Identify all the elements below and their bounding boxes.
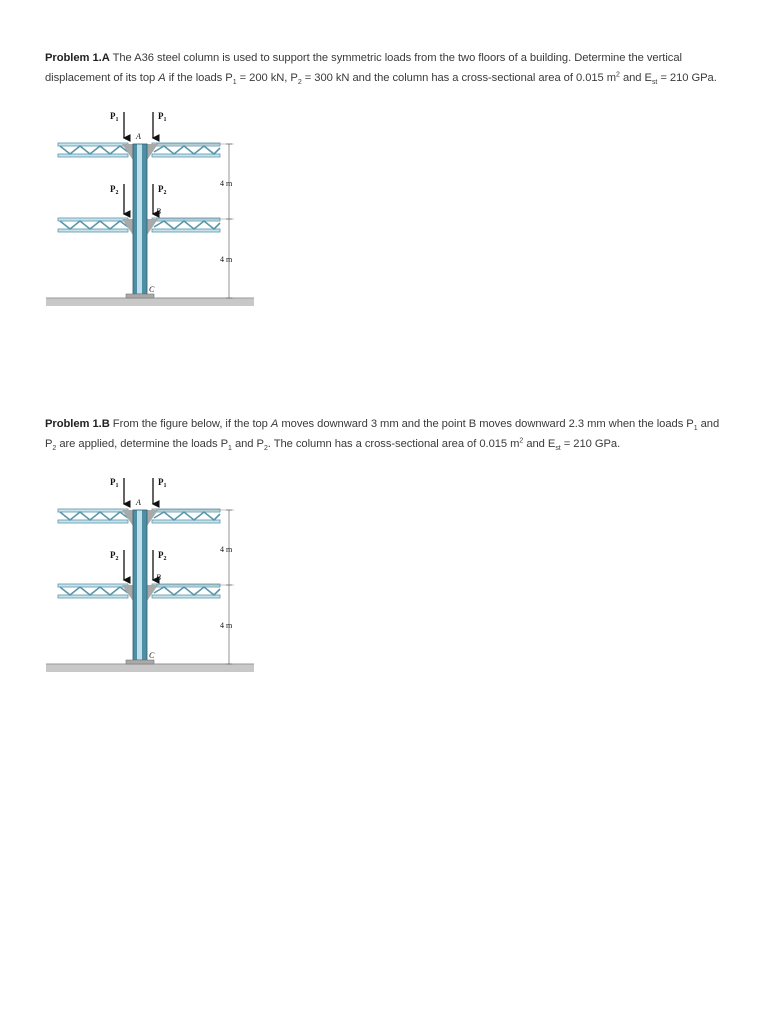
problem-title: Problem 1.B — [45, 418, 110, 430]
superscript: 2 — [616, 71, 620, 79]
point-label-c: C — [149, 285, 155, 294]
problem-title: Problem 1.A — [45, 52, 110, 64]
load-label-p1-left: $P_1$ — [110, 477, 119, 489]
problem-text: . The column has a cross-sectional area of 0.015 m — [267, 438, 520, 450]
problem-text: = 200 kN, P — [236, 72, 298, 84]
problem-1b — [45, 414, 725, 454]
load-label-p2-right: $P_2$ — [158, 184, 167, 196]
load-label-p2-left: $P_2$ — [110, 550, 119, 562]
subscript: 2 — [52, 445, 57, 453]
problem-text: = 210 GPa. — [657, 72, 717, 84]
problem-text: moves downward 3 mm and the point B moves downward 2.3 mm when the loads P — [278, 418, 694, 430]
subscript: 1 — [228, 445, 232, 453]
dimension-label-upper: 4 m — [220, 545, 233, 554]
ground-hatch — [46, 298, 254, 306]
problem-text: A — [158, 72, 166, 84]
problem-text: The A36 steel column is used to support the symmetric loads from the two floors of a building. Determine the vertical displacement of its top — [45, 52, 682, 84]
problem-text: From the figure below, if the top — [109, 418, 271, 430]
dimension-label-lower: 4 m — [220, 255, 233, 264]
point-label-a: A — [136, 132, 141, 141]
subscript: 1 — [232, 79, 237, 87]
ground-hatch — [46, 664, 254, 672]
problem-text: if the loads P — [165, 72, 233, 84]
problem-text: are applied, determine the loads P — [56, 438, 229, 450]
superscript: 2 — [519, 437, 524, 445]
point-label-c: C — [149, 651, 155, 660]
column-figure-1 — [44, 108, 256, 308]
problem-text: = 210 GPa. — [560, 438, 621, 450]
problem-text: and E — [523, 438, 556, 450]
point-label-b: B — [156, 207, 161, 216]
subscript: st — [651, 79, 658, 87]
problem-text: and P — [45, 418, 720, 450]
problem-1a — [45, 48, 725, 88]
point-label-a: A — [136, 498, 141, 507]
subscript: 1 — [693, 425, 698, 433]
column-figure-2 — [44, 474, 256, 674]
problem-text: = 300 kN and the column has a cross-sectional area of 0.015 m — [301, 72, 617, 84]
subscript: 2 — [263, 445, 268, 453]
problem-text: A — [270, 418, 279, 430]
problem-text: and E — [619, 72, 652, 84]
load-label-p1-right: $P_1$ — [158, 111, 167, 123]
subscript: st — [555, 445, 561, 453]
point-label-b: B — [156, 573, 161, 582]
load-label-p2-left: $P_2$ — [110, 184, 119, 196]
dimension-label-lower: 4 m — [220, 621, 233, 630]
dimension-label-upper: 4 m — [220, 179, 233, 188]
problem-text: and P — [231, 438, 264, 450]
load-label-p1-left: $P_1$ — [110, 111, 119, 123]
load-label-p2-right: $P_2$ — [158, 550, 167, 562]
column-diagram — [44, 474, 256, 674]
column-diagram — [44, 108, 256, 308]
subscript: 2 — [297, 79, 302, 87]
load-label-p1-right: $P_1$ — [158, 477, 167, 489]
